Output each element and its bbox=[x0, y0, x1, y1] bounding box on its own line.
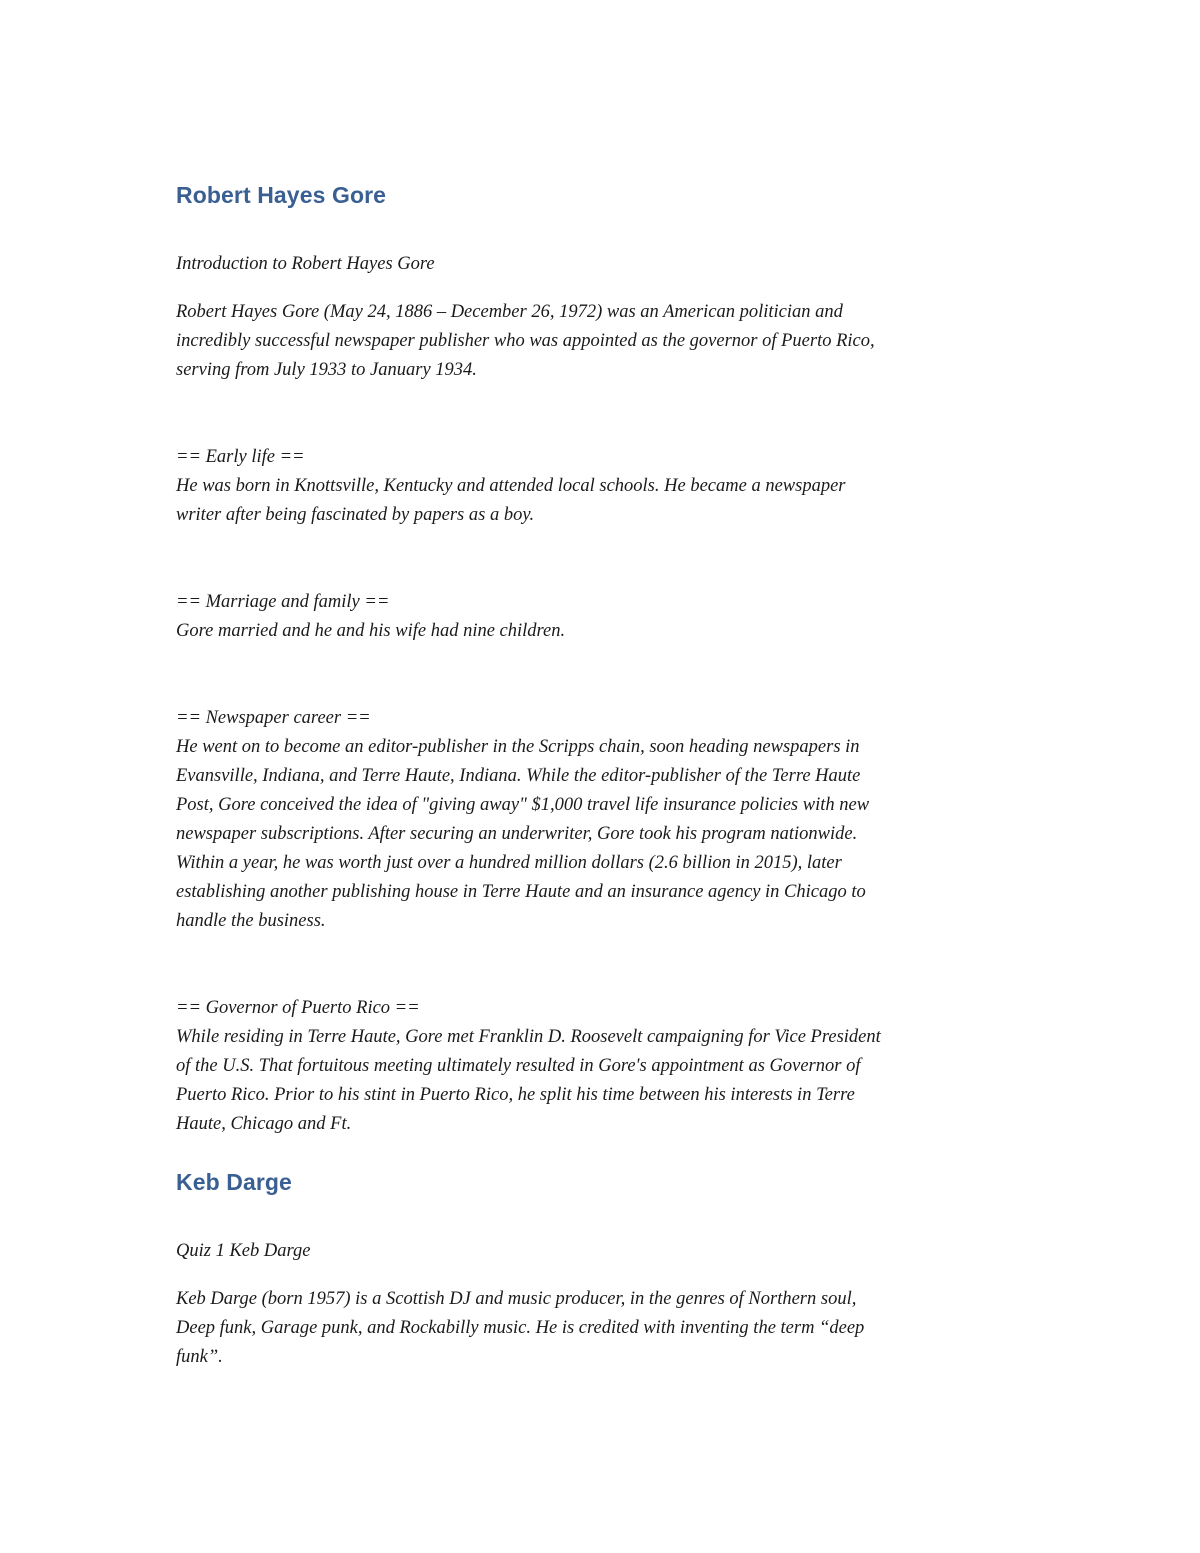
text-line: While residing in Terre Haute, Gore met Franklin D. Roosevelt campaigning for Vice President bbox=[176, 1027, 881, 1047]
text-line: Deep funk, Garage punk, and Rockabilly music. He is credited with inventing the term “deep bbox=[176, 1318, 865, 1338]
text-line: Gore married and he and his wife had nine children. bbox=[176, 621, 566, 641]
section-heading: == Governor of Puerto Rico == bbox=[176, 998, 420, 1018]
article-lead bbox=[176, 1285, 1026, 1372]
text-line: handle the business. bbox=[176, 911, 326, 931]
text-line: Within a year, he was worth just over a hundred million dollars (2.6 billion in 2015), later bbox=[176, 853, 842, 873]
article-lead bbox=[176, 298, 1026, 385]
section-marriage-family bbox=[176, 588, 1026, 646]
text-line: incredibly successful newspaper publisher who was appointed as the governor of Puerto Rico, bbox=[176, 331, 875, 351]
section-newspaper-career bbox=[176, 704, 1026, 936]
text-line: Haute, Chicago and Ft. bbox=[176, 1114, 352, 1134]
article-intro: Quiz 1 Keb Darge bbox=[176, 1241, 311, 1261]
section-governor-puerto-rico bbox=[176, 994, 1026, 1139]
text-line: funk”. bbox=[176, 1347, 223, 1367]
text-line: of the U.S. That fortuitous meeting ultimately resulted in Gore's appointment as Governor of bbox=[176, 1056, 861, 1076]
text-line: Evansville, Indiana, and Terre Haute, Indiana. While the editor-publisher of the Terre Haute bbox=[176, 766, 861, 786]
text-line: Keb Darge (born 1957) is a Scottish DJ and music producer, in the genres of Northern soul, bbox=[176, 1289, 857, 1309]
article-intro: Introduction to Robert Hayes Gore bbox=[176, 254, 435, 274]
text-line: Post, Gore conceived the idea of "giving away" $1,000 travel life insurance policies with new bbox=[176, 795, 870, 815]
text-line: establishing another publishing house in Terre Haute and an insurance agency in Chicago to bbox=[176, 882, 866, 902]
text-line: He went on to become an editor-publisher in the Scripps chain, soon heading newspapers in bbox=[176, 737, 860, 757]
text-line: writer after being fascinated by papers as a boy. bbox=[176, 505, 535, 525]
text-line: newspaper subscriptions. After securing an underwriter, Gore took his program nationwide. bbox=[176, 824, 858, 844]
article-title: Robert Hayes Gore bbox=[176, 182, 387, 208]
text-line: Robert Hayes Gore (May 24, 1886 – December 26, 1972) was an American politician and bbox=[176, 302, 843, 322]
article-title: Keb Darge bbox=[176, 1169, 292, 1195]
document-content bbox=[176, 178, 1026, 1372]
section-early-life bbox=[176, 443, 1026, 530]
text-line: serving from July 1933 to January 1934. bbox=[176, 360, 477, 380]
section-heading: == Newspaper career == bbox=[176, 708, 371, 728]
section-heading: == Marriage and family == bbox=[176, 592, 390, 612]
section-heading: == Early life == bbox=[176, 447, 305, 467]
text-line: He was born in Knottsville, Kentucky and attended local schools. He became a newspaper bbox=[176, 476, 846, 496]
text-line: Puerto Rico. Prior to his stint in Puerto Rico, he split his time between his interests in Terre bbox=[176, 1085, 855, 1105]
